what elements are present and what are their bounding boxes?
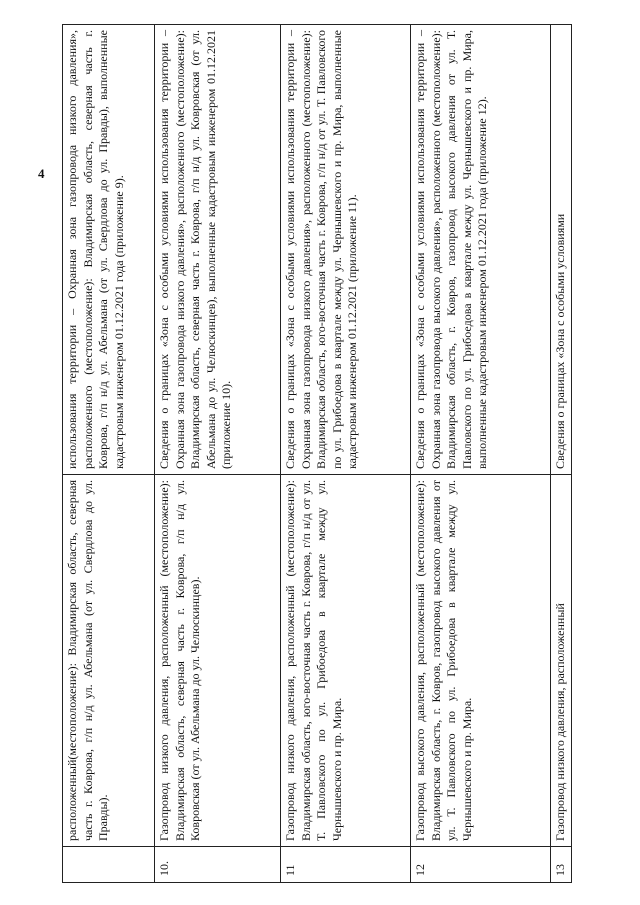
object-description-cell: Газопровод низкого давления, расположенный xyxy=(551,475,572,847)
table-row xyxy=(551,25,572,883)
zone-info-cell: использования территории – Охранная зона газопровода низкого давления», расположенного (местоположение): Владимирская область, северная часть г. Коврова, г/п н/д ул. Абельмана (от ул. Свердлова до ул. Правды), выполненные кадастровым инженером 01.12.2021 года (приложение 9). xyxy=(63,25,155,475)
table-row xyxy=(411,25,551,883)
page-number: 4 xyxy=(38,166,45,181)
table-row xyxy=(63,25,155,883)
table-row xyxy=(281,25,411,883)
gas-pipeline-table xyxy=(62,24,572,883)
rotated-table-container xyxy=(62,25,570,883)
object-description-cell: Газопровод высокого давления, расположенный (местоположение): Владимирская область, г. Ковров, газопровод высокого давления от ул. Т. Павловского по ул. Грибоедова в квартале между ул. Чернышевского и пр. Мира. xyxy=(411,475,551,847)
zone-info-cell: Сведения о границах «Зона с особыми условиями использования территории – Охранная зона газопровода низкого давления», расположенного (местоположение): Владимирская область, северная часть г. Коврова, г/п н/д ул. Ковровская (от ул. Абельмана до ул. Челюскинцев), выполненные кадастровым инженером 01.12.2021 (приложение 10). xyxy=(155,25,281,475)
zone-info-cell: Сведения о границах «Зона с особыми условиями использования территории – Охранная зона газопровода низкого давления», расположенного (местоположение): Владимирская область, юго-восточная часть г. Коврова, г/п н/д от ул. Т. Павловского по ул. Грибоедова в квартале между ул. Чернышевского и пр. Мира, выполненные кадастровым инженером 01.12.2021 (приложение 11). xyxy=(281,25,411,475)
row-number-cell xyxy=(63,847,155,883)
row-number-cell: 11 xyxy=(281,847,411,883)
object-description-cell: расположенный(местоположение): Владимирская область, северная часть г. Коврова, г/п н/д ул. Абельмана (от ул. Свердлова до ул. Правды). xyxy=(63,475,155,847)
zone-info-cell: Сведения о границах «Зона с особыми условиями использования территории – Охранная зона газопровода высокого давления», расположенного (местоположение): Владимирская область, г. Ковров, газопровод высокого давления от ул. Т. Павловского по ул. Грибоедова в квартале между ул. Чернышевского и пр. Мира, выполненные кадастровым инженером 01.12.2021 года (приложение 12). xyxy=(411,25,551,475)
row-number-cell: 10. xyxy=(155,847,281,883)
zone-info-cell: Сведения о границах «Зона с особыми условиями xyxy=(551,25,572,475)
table-row xyxy=(155,25,281,883)
row-number-cell: 12 xyxy=(411,847,551,883)
object-description-cell: Газопровод низкого давления, расположенный (местоположение): Владимирская область, северная часть г. Коврова, г/п н/д ул. Ковровская (от ул. Абельмана до ул. Челюскинцев). xyxy=(155,475,281,847)
row-number-cell: 13 xyxy=(551,847,572,883)
object-description-cell: Газопровод низкого давления, расположенный (местоположение): Владимирская область, юго-восточная часть г. Коврова, г/п н/д от ул. Т. Павловского по ул. Грибоедова в квартале между ул. Чернышевского и пр. Мира. xyxy=(281,475,411,847)
